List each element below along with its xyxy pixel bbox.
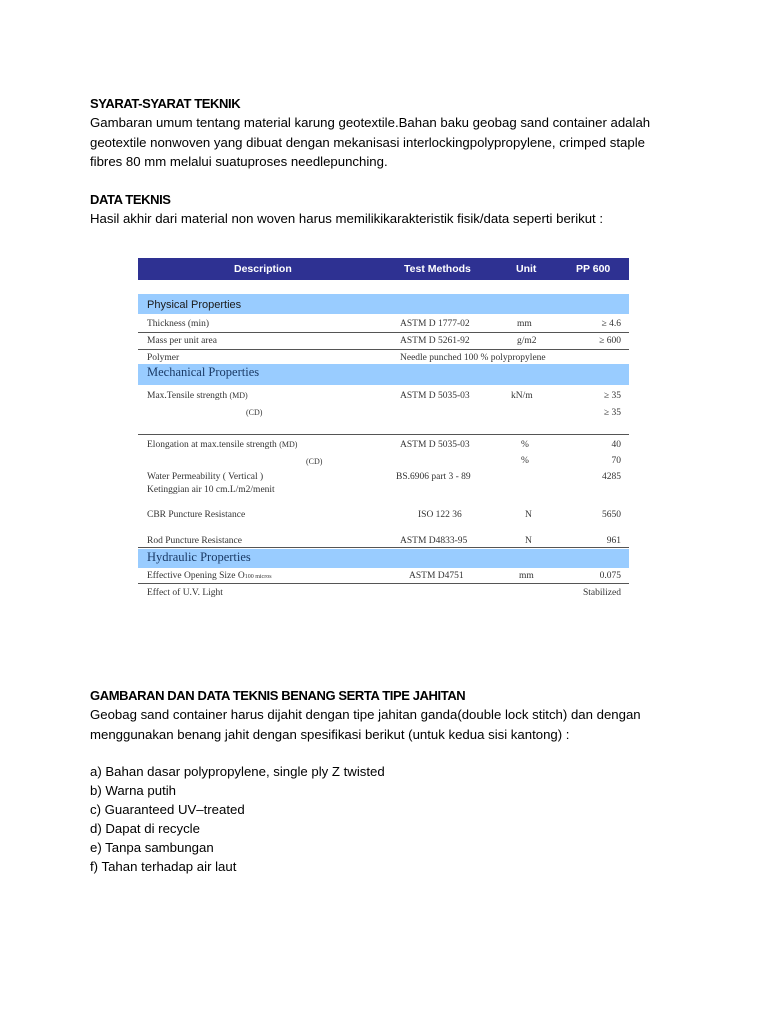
- paragraph-line: fibres 80 mm melalui suatuproses needlepunching.: [90, 154, 388, 169]
- row-elongation-desc-text: Elongation at max.tensile strength: [147, 440, 277, 450]
- row-thickness-desc: Thickness (min): [147, 319, 210, 329]
- list-item: f) Tahan terhadap air laut: [90, 859, 237, 874]
- header-unit: Unit: [516, 263, 537, 275]
- row-cbr-value: 5650: [602, 510, 621, 520]
- row-thickness-value: ≥ 4.6: [601, 319, 621, 329]
- row-mass-method: ASTM D 5261-92: [400, 336, 470, 346]
- row-opening-desc-sub: 100 micros: [244, 574, 272, 580]
- row-polymer-desc: Polymer: [147, 353, 180, 363]
- row-elongation-value-cd: 70: [611, 456, 621, 466]
- row-divider: [138, 349, 629, 350]
- row-rod-value: 961: [606, 536, 621, 546]
- row-divider: [138, 547, 629, 548]
- row-elongation-desc: [147, 440, 297, 450]
- row-uv-desc: Effect of U.V. Light: [147, 588, 223, 598]
- row-opening-method: ASTM D4751: [409, 571, 464, 581]
- row-tensile-desc-text: Max.Tensile strength: [147, 391, 228, 401]
- row-elongation-unit-cd: %: [521, 456, 529, 466]
- section-heading: SYARAT-SYARAT TEKNIK: [90, 96, 241, 111]
- thread-spec-list: [90, 762, 690, 876]
- header-value: PP 600: [576, 263, 611, 275]
- row-elongation-method: ASTM D 5035-03: [400, 440, 470, 450]
- row-tensile-desc: [147, 391, 248, 401]
- row-tensile-method: ASTM D 5035-03: [400, 391, 470, 401]
- row-mass-value: ≥ 600: [599, 336, 621, 346]
- row-thickness-method: ASTM D 1777-02: [400, 319, 470, 329]
- section-syarat-teknik: [90, 94, 690, 172]
- row-elongation-value-md: 40: [611, 440, 621, 450]
- paragraph-line: Geobag sand container harus dijahit dengan tipe jahitan ganda(double lock stitch) dan dengan: [90, 707, 641, 722]
- row-uv-value: Stabilized: [583, 588, 621, 598]
- mechanical-properties-band: [138, 364, 629, 385]
- row-cbr-unit: N: [525, 510, 532, 520]
- row-tensile-unit: kN/m: [511, 391, 533, 401]
- row-tensile-value-cd: ≥ 35: [603, 408, 621, 418]
- row-opening-value: 0.075: [599, 571, 621, 581]
- header-description: Description: [234, 263, 292, 275]
- section-heading: GAMBARAN DAN DATA TEKNIS BENANG SERTA TIPE JAHITAN: [90, 688, 466, 703]
- row-mass-desc: Mass per unit area: [147, 336, 217, 346]
- technical-data-table: [138, 258, 629, 608]
- row-elongation-md: (MD): [279, 440, 298, 449]
- list-item: c) Guaranteed UV–treated: [90, 802, 245, 817]
- row-opening-desc-text: Effective Opening Size O: [147, 571, 245, 581]
- row-rod-method: ASTM D4833-95: [400, 536, 468, 546]
- physical-properties-title: Physical Properties: [147, 299, 242, 311]
- row-permeability-value: 4285: [602, 472, 621, 482]
- paragraph-line: geotextile nonwoven yang dibuat dengan mekanisasi interlockingpolypropylene, crimped staple: [90, 134, 645, 150]
- row-divider: [138, 332, 629, 333]
- row-cbr-method: ISO 122 36: [418, 510, 462, 520]
- row-opening-desc: [147, 571, 272, 581]
- row-polymer-method: Needle punched 100 % polypropylene: [400, 353, 546, 363]
- list-item: b) Warna putih: [90, 783, 177, 798]
- hydraulic-properties-title: Hydraulic Properties: [147, 550, 251, 564]
- row-tensile-md: (MD): [229, 391, 248, 400]
- list-item: a) Bahan dasar polypropylene, single ply Z twisted: [90, 764, 385, 779]
- row-mass-unit: g/m2: [517, 336, 537, 346]
- paragraph-line: Gambaran umum tentang material karung geotextile.Bahan baku geobag sand container adalah: [90, 115, 651, 130]
- mechanical-properties-title: Mechanical Properties: [147, 365, 260, 379]
- row-permeability-desc2: Ketinggian air 10 cm.L/m2/menit: [147, 485, 275, 495]
- row-rod-unit: N: [525, 536, 532, 546]
- table-header: [138, 258, 629, 280]
- section-data-teknis: [90, 190, 690, 229]
- row-thickness-unit: mm: [517, 319, 532, 329]
- row-tensile-value-md: ≥ 35: [603, 391, 621, 401]
- row-elongation-cd: (CD): [306, 457, 323, 466]
- physical-properties-band: [138, 294, 629, 314]
- row-rod-desc: Rod Puncture Resistance: [147, 536, 242, 546]
- paragraph-line: Hasil akhir dari material non woven harus memilikikarakteristik fisik/data seperti berikut :: [90, 211, 604, 226]
- row-cbr-desc: CBR Puncture Resistance: [147, 510, 246, 520]
- row-divider: [138, 434, 629, 435]
- row-permeability-desc: Water Permeability ( Vertical ): [147, 472, 264, 482]
- hydraulic-properties-band: [138, 549, 629, 568]
- section-benang-jahitan: [90, 686, 690, 744]
- list-item: e) Tanpa sambungan: [90, 840, 214, 855]
- row-tensile-cd: (CD): [246, 408, 263, 417]
- list-item: d) Dapat di recycle: [90, 821, 200, 836]
- row-divider: [138, 583, 629, 584]
- header-test-methods: Test Methods: [404, 263, 471, 275]
- row-permeability-method: BS.6906 part 3 - 89: [396, 472, 471, 482]
- section-heading: DATA TEKNIS: [90, 192, 171, 207]
- row-elongation-unit-md: %: [521, 440, 529, 450]
- row-opening-unit: mm: [519, 571, 534, 581]
- paragraph-line: menggunakan benang jahit dengan spesifikasi berikut (untuk kedua sisi kantong) :: [90, 726, 570, 742]
